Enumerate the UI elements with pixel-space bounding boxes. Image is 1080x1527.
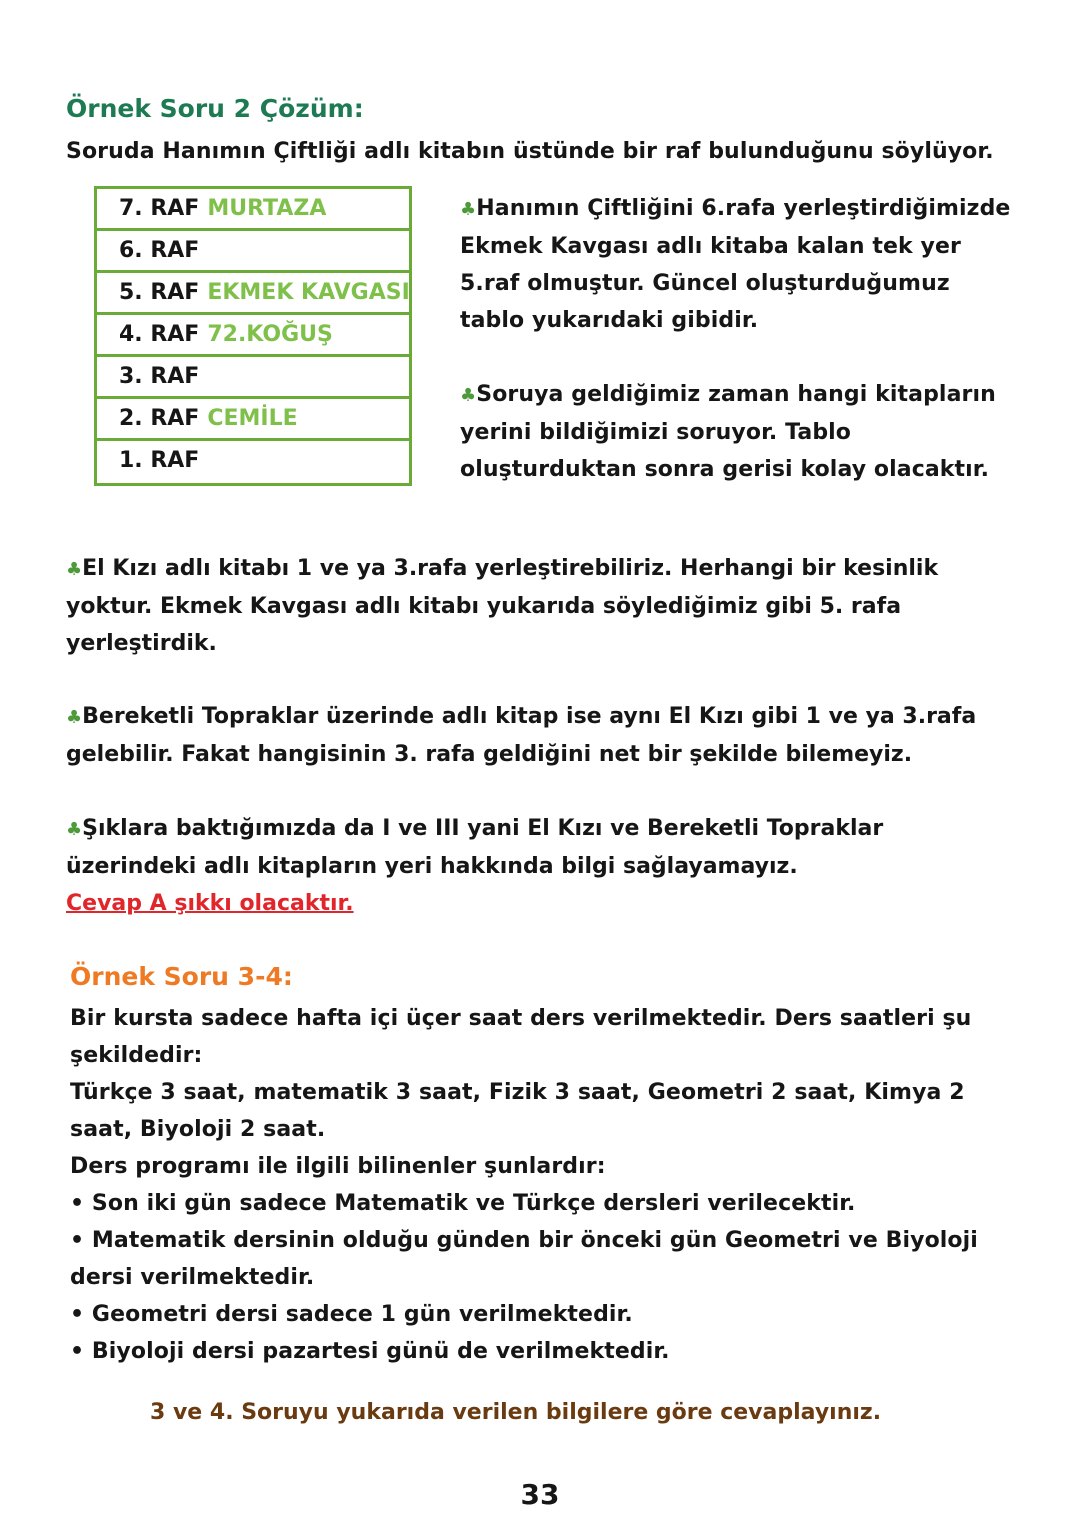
shelf-row-6 [97, 231, 409, 273]
right-note-1 [460, 190, 1050, 339]
paragraph-siklar [66, 810, 1026, 922]
shelf-label: 1. RAF [119, 448, 200, 473]
question-line: Bir kursta sadece hafta içi üçer saat ders verilmektedir. Ders saatleri şu [70, 1006, 972, 1031]
shelf-row-2 [97, 399, 409, 441]
shelf-book: EKMEK KAVGASI [207, 280, 410, 305]
note-line: 5.raf olmuştur. Güncel oluşturduğumuz [460, 271, 950, 296]
question-line: saat, Biyoloji 2 saat. [70, 1117, 326, 1142]
leaf-bullet-icon: ♣ [66, 707, 83, 728]
paragraph-line: Bereketli Topraklar üzerinde adlı kitap ise aynı El Kızı gibi 1 ve ya 3.rafa [82, 704, 977, 729]
paragraph-line: üzerindeki adlı kitapların yeri hakkında bilgi sağlayamayız. [66, 854, 798, 879]
question-line: • Son iki gün sadece Matematik ve Türkçe dersleri verilecektir. [70, 1191, 856, 1216]
note-line: Soruya geldiğimiz zaman hangi kitapların [476, 382, 996, 407]
solution-2-title: Örnek Soru 2 Çözüm: [66, 94, 364, 123]
leaf-bullet-icon: ♣ [460, 199, 477, 220]
right-note-2 [460, 376, 1050, 488]
shelf-label: 3. RAF [119, 364, 200, 389]
question-line: Türkçe 3 saat, matematik 3 saat, Fizik 3 saat, Geometri 2 saat, Kimya 2 [70, 1080, 965, 1105]
solution-2-intro: Soruda Hanımın Çiftliği adlı kitabın üstünde bir raf bulunduğunu söylüyor. [66, 139, 994, 164]
paragraph-line: gelebilir. Fakat hangisinin 3. rafa geldiğini net bir şekilde bilemeyiz. [66, 742, 913, 767]
shelf-label: 2. RAF [119, 406, 200, 431]
question-line: • Matematik dersinin olduğu günden bir önceki gün Geometri ve Biyoloji [70, 1228, 978, 1253]
page-number: 33 [520, 1478, 560, 1511]
paragraph-bereketli [66, 698, 1026, 773]
leaf-bullet-icon: ♣ [460, 385, 477, 406]
question-3-4-body [70, 1000, 1030, 1370]
shelf-row-3 [97, 357, 409, 399]
shelf-label: 5. RAF [119, 280, 200, 305]
shelf-label: 7. RAF [119, 196, 200, 221]
shelf-row-7 [97, 189, 409, 231]
paragraph-line: yerleştirdik. [66, 631, 217, 656]
shelf-row-5 [97, 273, 409, 315]
paragraph-line: yoktur. Ekmek Kavgası adlı kitabı yukarıda söylediğimiz gibi 5. rafa [66, 594, 902, 619]
final-instruction: 3 ve 4. Soruyu yukarıda verilen bilgilere göre cevaplayınız. [150, 1400, 882, 1425]
note-line: Hanımın Çiftliğini 6.rafa yerleştirdiğimizde [476, 196, 1011, 221]
shelf-label: 6. RAF [119, 238, 200, 263]
note-line: tablo yukarıdaki gibidir. [460, 308, 759, 333]
question-line: dersi verilmektedir. [70, 1265, 315, 1290]
question-line: Ders programı ile ilgili bilinenler şunlardır: [70, 1154, 606, 1179]
shelf-row-4 [97, 315, 409, 357]
shelf-row-1 [97, 441, 409, 483]
shelf-label: 4. RAF [119, 322, 200, 347]
question-line: • Geometri dersi sadece 1 gün verilmektedir. [70, 1302, 633, 1327]
shelf-book: CEMİLE [207, 406, 298, 431]
note-line: yerini bildiğimizi soruyor. Tablo [460, 420, 852, 445]
note-line: Ekmek Kavgası adlı kitaba kalan tek yer [460, 234, 961, 259]
paragraph-line: El Kızı adlı kitabı 1 ve ya 3.rafa yerleştirebiliriz. Herhangi bir kesinlik [82, 556, 939, 581]
shelf-table [94, 186, 412, 486]
shelf-book: MURTAZA [207, 196, 327, 221]
question-line: • Biyoloji dersi pazartesi günü de verilmektedir. [70, 1339, 670, 1364]
question-line: şekildedir: [70, 1043, 203, 1068]
note-line: oluşturduktan sonra gerisi kolay olacaktır. [460, 457, 990, 482]
question-3-4-title: Örnek Soru 3-4: [70, 962, 293, 991]
shelf-book: 72.KOĞUŞ [207, 322, 333, 347]
paragraph-line: Şıklara baktığımızda da I ve III yani El Kızı ve Bereketli Topraklar [82, 816, 884, 841]
leaf-bullet-icon: ♣ [66, 559, 83, 580]
leaf-bullet-icon: ♣ [66, 819, 83, 840]
paragraph-el-kizi [66, 550, 1026, 662]
answer-text: Cevap A şıkkı olacaktır. [66, 891, 354, 916]
